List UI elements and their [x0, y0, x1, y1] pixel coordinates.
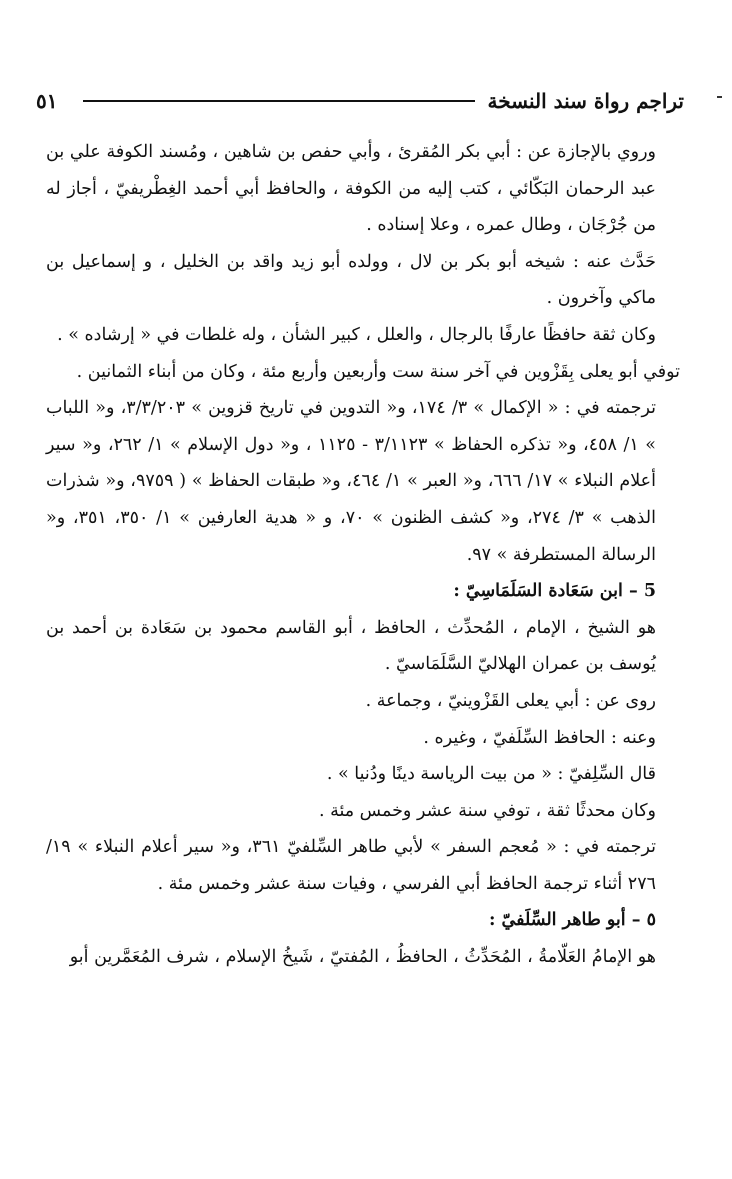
paragraph-ibn-saada-intro: هو الشيخ ، الإمام ، المُحدِّث ، الحافظ ، أبو القاسم محمود بن سَعَادة بن أحمد بن يُوسف بن عمران الهلاليّ السَّلَمَاسيّ . — [46, 617, 656, 675]
paragraph-ibn-saada-death: وكان محدثًا ثقة ، توفي سنة عشر وخمس مئة . — [318, 800, 656, 821]
paragraph-ibn-saada-sources: ترجمته في : « مُعجم السفر » لأبي طاهر السِّلفيّ ٣٦١، و« سير أعلام النبلاء » ١٩/ ٢٧٦ أثناء ترجمة الحافظ أبي الفرسي ، وفيات سنة عشر وخمس مئة . — [46, 837, 656, 894]
paragraph-sources: ترجمته في : « الإكمال » ٣/ ١٧٤، و« التدوين في تاريخ قزوين » ٣/٣/٢٠٣، و« اللباب » ١/ ٤٥٨، و« تذكره الحفاظ » ٣/١١٢٣ - ١١٢٥ ، و« دول الإسلام » ١/ ٢٦٢، و« سير أعلام النبلاء » ١٧/ ٦٦٦، و« العبر » ١/ ٤٦٤، و« طبقات الحفاظ » ( ٩٧٥٩، و« شذرات الذهب » ٣/ ٢٧٤، و« كشف الظنون » ٧٠، و « هدية العارفين » ١/ ٣٥٠، ٣٥١، و« الرسالة المستطرفة » ٩٧. — [46, 398, 657, 565]
margin-mark — [717, 96, 722, 98]
paragraph-silafi-intro: هو الإمامُ العَلّامةُ ، المُحَدِّثُ ، الحافظُ ، المُفتيّ ، شَيخُ الإسلام ، شرف المُعَمَّرين أبو — [69, 947, 656, 968]
paragraph-reliability: وكان ثقة حافظًا عارفًا بالرجال ، والعلل ، كبير الشأن ، وله غلطات في « إرشاده » . — [57, 324, 656, 345]
paragraph-narrations: وروي بالإجازة عن : أبي بكر المُقرئ ، وأبي حفص بن شاهين ، ومُسند الكوفة علي بن عبد الرحمان البَكّائي ، كتب إليه من الكوفة ، والحافظ أبي أحمد الغِطْريفيّ ، أجاز له من جُرْجَان ، وطال عمره ، وعلا إسناده . — [46, 142, 656, 236]
running-title: تراجم رواة سند النسخة — [487, 89, 684, 113]
paragraph-silafi-quote: قال السِّلِفيّ : « من بيت الرياسة دينًا ودُنيا » . — [326, 764, 656, 785]
page-number: ٥١ — [36, 89, 58, 113]
section-heading-silafi: ٥ – أبو طاهر السِّلَفيّ : — [488, 910, 656, 931]
paragraph-ibn-saada-students: وعنه : الحافظ السِّلَفيّ ، وغيره . — [423, 727, 656, 748]
paragraph-students: حَدَّث عنه : شيخه أبو بكر بن لال ، وولده أبو زيد واقد بن الخليل ، و إسماعيل بن ماكي وآخرون . — [46, 251, 656, 309]
body-text — [46, 134, 680, 976]
header-rule — [83, 100, 475, 102]
page-header — [36, 84, 684, 118]
section-heading-ibn-saada: 5 – ابن سَعَادة السَلَمَاسِيّ : — [453, 581, 656, 602]
paragraph-ibn-saada-narrated: روى عن : أبي يعلى القَزْوينيّ ، وجماعة . — [365, 690, 656, 711]
paragraph-death: توفي أبو يعلى بِقَزْوين في آخر سنة ست وأربعين وأربع مئة ، وكان من أبناء الثمانين . — [76, 361, 680, 382]
